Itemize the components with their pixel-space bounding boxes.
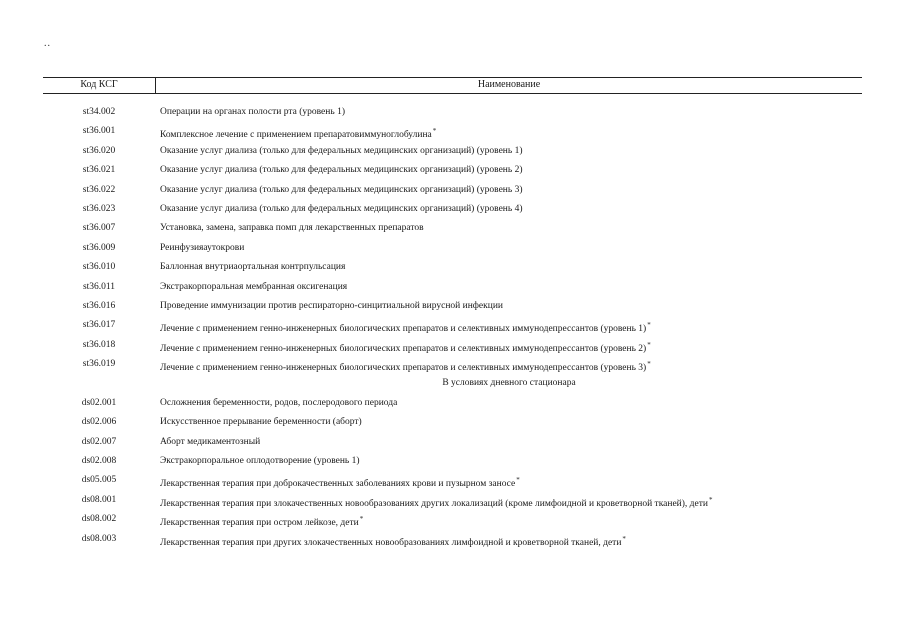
footnote-asterisk: *	[647, 360, 651, 369]
table-row	[43, 106, 862, 125]
table-row	[43, 300, 862, 319]
footnote-asterisk: *	[516, 476, 520, 485]
table-row	[43, 203, 862, 222]
footnote-asterisk: *	[647, 340, 651, 349]
section-row	[43, 377, 862, 396]
ksg-name	[160, 494, 712, 510]
footnote-asterisk: *	[432, 127, 437, 136]
ksg-name	[160, 397, 397, 409]
table-row	[43, 455, 862, 474]
table-row	[43, 339, 862, 358]
table-row	[43, 513, 862, 532]
ksg-name	[160, 281, 347, 293]
table-row	[43, 416, 862, 435]
page-corner-mark: ..	[44, 38, 51, 49]
ksg-name	[160, 164, 523, 176]
ksg-code: st36.016	[82, 300, 116, 311]
header-code-column: Код КСГ	[80, 79, 118, 90]
table-row	[43, 184, 862, 203]
ksg-name	[160, 319, 651, 335]
ksg-code: st36.019	[82, 359, 116, 370]
ksg-name	[160, 242, 244, 254]
ksg-name	[160, 300, 503, 312]
ksg-name	[160, 455, 360, 467]
ksg-name-text: Экстракорпоральная мембранная оксигенация	[160, 281, 348, 292]
ksg-name-text: Проведение иммунизации против респираторно-синцитиальной вирусной инфекции	[160, 300, 504, 311]
ksg-code: st36.018	[82, 339, 116, 350]
ksg-name-text: Оказание услуг диализа (только для федеральных медицинских организаций) (уровень 3)	[160, 184, 523, 195]
table-body	[43, 106, 862, 552]
hospital-rows	[43, 106, 862, 377]
ksg-code: st36.017	[82, 320, 116, 331]
ksg-name-text: Оказание услуг диализа (только для федеральных медицинских организаций) (уровень 2)	[160, 165, 523, 176]
ksg-name	[160, 339, 651, 355]
ksg-code: st36.020	[82, 145, 116, 156]
ksg-name	[160, 474, 520, 490]
footnote-asterisk: *	[647, 321, 651, 330]
ksg-name-text: Лечение с применением генно-инженерных биологических препаратов и селективных иммунодепрессантов (уровень 1)	[160, 324, 647, 335]
ksg-name	[160, 358, 651, 374]
table-header	[43, 77, 862, 94]
ksg-code: ds02.006	[81, 417, 117, 428]
table-row	[43, 533, 862, 552]
table-row	[43, 397, 862, 416]
table-row	[43, 474, 862, 493]
ksg-name-text: Искусственное прерывание беременности (аборт)	[160, 417, 362, 428]
ksg-name-text: Лекарственная терапия при других злокачественных новообразованиях лимфоидной и кроветворной тканей, дети	[160, 537, 622, 548]
ksg-name-text: Оказание услуг диализа (только для федеральных медицинских организаций) (уровень 1)	[160, 145, 523, 156]
table-row	[43, 319, 862, 338]
ksg-code: ds08.001	[81, 494, 117, 505]
ksg-name-text: Осложнения беременности, родов, послеродового периода	[160, 397, 398, 408]
ksg-name-text: Лечение с применением генно-инженерных биологических препаратов и селективных иммунодепрессантов (уровень 2)	[160, 343, 647, 354]
ksg-name	[160, 125, 436, 141]
table-row	[43, 261, 862, 280]
ksg-name-text: Лекарственная терапия при доброкачественных заболеваниях крови и пузырном заносе	[160, 479, 516, 490]
ksg-name	[160, 145, 523, 157]
footnote-asterisk: *	[622, 534, 626, 543]
ksg-name-text: Комплексное лечение с применением препаратовиммуноглобулина	[160, 130, 432, 141]
ksg-name-text: Лечение с применением генно-инженерных биологических препаратов и селективных иммунодепрессантов (уровень 3)	[160, 363, 647, 374]
ksg-code: ds08.002	[81, 514, 117, 525]
footnote-asterisk: *	[708, 495, 713, 504]
ksg-code: st36.011	[82, 281, 116, 292]
ksg-code: st36.021	[82, 165, 116, 176]
ksg-code: ds02.001	[81, 397, 117, 408]
table-row	[43, 494, 862, 513]
ksg-name-text: Операции на органах полости рта (уровень 1)	[160, 107, 345, 117]
ksg-name-text: Лекарственная терапия при остром лейкозе, дети	[160, 518, 359, 529]
table-row	[43, 436, 862, 455]
ksg-code: st36.009	[82, 242, 116, 253]
section-title: В условиях дневного стационара	[442, 378, 576, 389]
ksg-code: ds05.005	[81, 475, 117, 486]
ksg-code: st36.007	[82, 223, 116, 234]
ksg-name	[160, 222, 424, 234]
ksg-name-text: Реинфузияаутокрови	[160, 242, 245, 253]
ksg-name	[160, 416, 362, 428]
ksg-table	[43, 77, 862, 552]
footnote-asterisk: *	[359, 515, 364, 524]
ksg-name	[160, 513, 363, 529]
table-row	[43, 358, 862, 377]
ksg-code: ds02.007	[81, 436, 117, 447]
ksg-name	[160, 184, 523, 196]
ksg-name	[160, 106, 345, 118]
ksg-code: st34.002	[82, 107, 116, 117]
ksg-name-text: Лекарственная терапия при злокачественных новообразованиях других локализаций (кроме лимфоидной и кроветворной тканей), дети	[160, 498, 708, 509]
table-row	[43, 164, 862, 183]
ksg-name-text: Аборт медикаментозный	[160, 436, 261, 447]
ksg-code: ds08.003	[81, 533, 117, 544]
ksg-code: st36.022	[82, 184, 116, 195]
table-row	[43, 145, 862, 164]
ksg-name	[160, 436, 260, 448]
ksg-name-text: Экстракорпоральное оплодотворение (уровень 1)	[160, 456, 360, 467]
ksg-name	[160, 203, 523, 215]
ksg-code: st36.010	[82, 262, 116, 273]
ksg-name-text: Оказание услуг диализа (только для федеральных медицинских организаций) (уровень 4)	[160, 203, 523, 214]
day-hospital-rows	[43, 397, 862, 552]
ksg-name	[160, 261, 345, 273]
header-name-column: Наименование	[477, 79, 541, 90]
ksg-name	[160, 533, 626, 549]
ksg-name-text: Установка, замена, заправка помп для лекарственных препаратов	[160, 223, 424, 234]
table-row	[43, 222, 862, 241]
table-row	[43, 281, 862, 300]
ksg-code: st36.001	[82, 126, 116, 137]
ksg-name-text: Баллонная внутриаортальная контрпульсация	[160, 262, 346, 273]
table-row	[43, 242, 862, 261]
ksg-code: ds02.008	[81, 456, 117, 467]
table-row	[43, 125, 862, 144]
ksg-code: st36.023	[82, 203, 116, 214]
